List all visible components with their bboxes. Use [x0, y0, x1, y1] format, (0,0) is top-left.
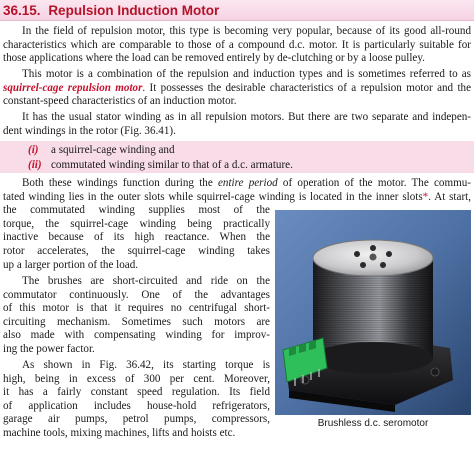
cap-hole [380, 262, 386, 268]
cap-hole [354, 251, 360, 257]
motor-illustration [275, 210, 471, 415]
text-fragment: tated winding lies in the outer slots while squirrel-cage winding is located in the inner slots [3, 190, 423, 203]
footnote-star: * [422, 190, 429, 203]
text-line: it has a fairly constant speed regulation. Its field [3, 386, 270, 399]
figure-caption: Brushless d.c. seromotor [317, 418, 429, 429]
text-line: commutator continuously. One of the advantages [3, 288, 270, 301]
text-line: This motor is a combination of the repulsion and induction types and is sometimes referred to as [22, 68, 471, 80]
cap-hole [370, 245, 376, 251]
list-text: a squirrel-cage winding and [51, 144, 175, 156]
emphasized-phrase: entire period [218, 177, 278, 189]
emphasized-term: squirrel-cage repulsion motor [3, 81, 143, 94]
text-line: ing the power factor. [3, 342, 95, 355]
mounting-hole [431, 368, 439, 376]
text-fragment: of operation of the motor. The commu- [277, 177, 471, 189]
section-number: 36.15. [3, 3, 41, 18]
section-heading [0, 0, 474, 21]
text-line: constant-speed characteristics of an induction motor. [3, 95, 237, 108]
text-line: inactive because of its high reactance. When the [3, 231, 270, 244]
paragraph-intro [3, 25, 471, 66]
text-line: The brushes are short-circuited and ride on the [22, 275, 270, 287]
motor-photo [275, 210, 471, 415]
text-line: the commutated winding supplies most of the [3, 204, 270, 217]
text-fragment: . At start, [428, 190, 471, 203]
text-fragment: . It possesses the desirable characteristics of a repulsion motor and the [142, 81, 472, 94]
stack-bottom [313, 342, 433, 374]
cap-hole [360, 262, 366, 268]
text-line: circuiting mechanism. Sometimes such motors are [3, 315, 270, 328]
text-fragment: Both these windings function during the [22, 177, 218, 189]
text-line: up a larger portion of the load. [3, 258, 139, 271]
text-line: torque, the squirrel-cage winding being practically [3, 217, 270, 230]
text-line [3, 82, 471, 96]
text-line [3, 191, 471, 205]
text-line: As shown in Fig. 36.42, its starting torque is [22, 359, 270, 371]
list-item [28, 158, 293, 172]
text-line: machine tools, mixing machines, lifts and hoists etc. [3, 426, 236, 439]
text-line: garage air pumps, petrol pumps, compressors, [3, 413, 270, 426]
text-line: characteristics which are comparable to those of a compound d.c. motor. It is particularly suitable for [3, 38, 471, 51]
shaft [370, 254, 377, 261]
text-line: It has the usual stator winding as in all repulsion motors. But there are two separate and indepen- [22, 111, 471, 123]
text-line: of this motor is that it requires no centrifugal short- [3, 302, 270, 315]
text-line: high, being in excess of 300 per cent. Moreover, [3, 372, 270, 385]
list-number: (ii) [28, 159, 42, 171]
text-line: those applications where the load can be removed entirely by de-clutching or by a loose pulley. [3, 52, 425, 65]
text-line: In the field of repulsion motor, this type is becoming very popular, because of its good all-round [22, 25, 471, 37]
list-number: (i) [28, 144, 39, 156]
text-line: dent windings in the rotor (Fig. 36.41). [3, 124, 176, 137]
cap-hole [386, 251, 392, 257]
text-line: rotor accelerates, the squirrel-cage winding takes [3, 244, 270, 257]
text-line [3, 177, 471, 191]
text-line: of application includes house-hold refrigerators, [3, 399, 270, 412]
winding-list [0, 141, 474, 173]
list-item [28, 143, 175, 157]
text-line: also made with compensating winding for improv- [3, 329, 270, 342]
paragraph-combination [3, 68, 471, 109]
paragraph-windings [3, 111, 471, 138]
list-text: commutated winding similar to that of a d.c. armature. [51, 159, 293, 171]
section-title: Repulsion Induction Motor [48, 3, 220, 18]
